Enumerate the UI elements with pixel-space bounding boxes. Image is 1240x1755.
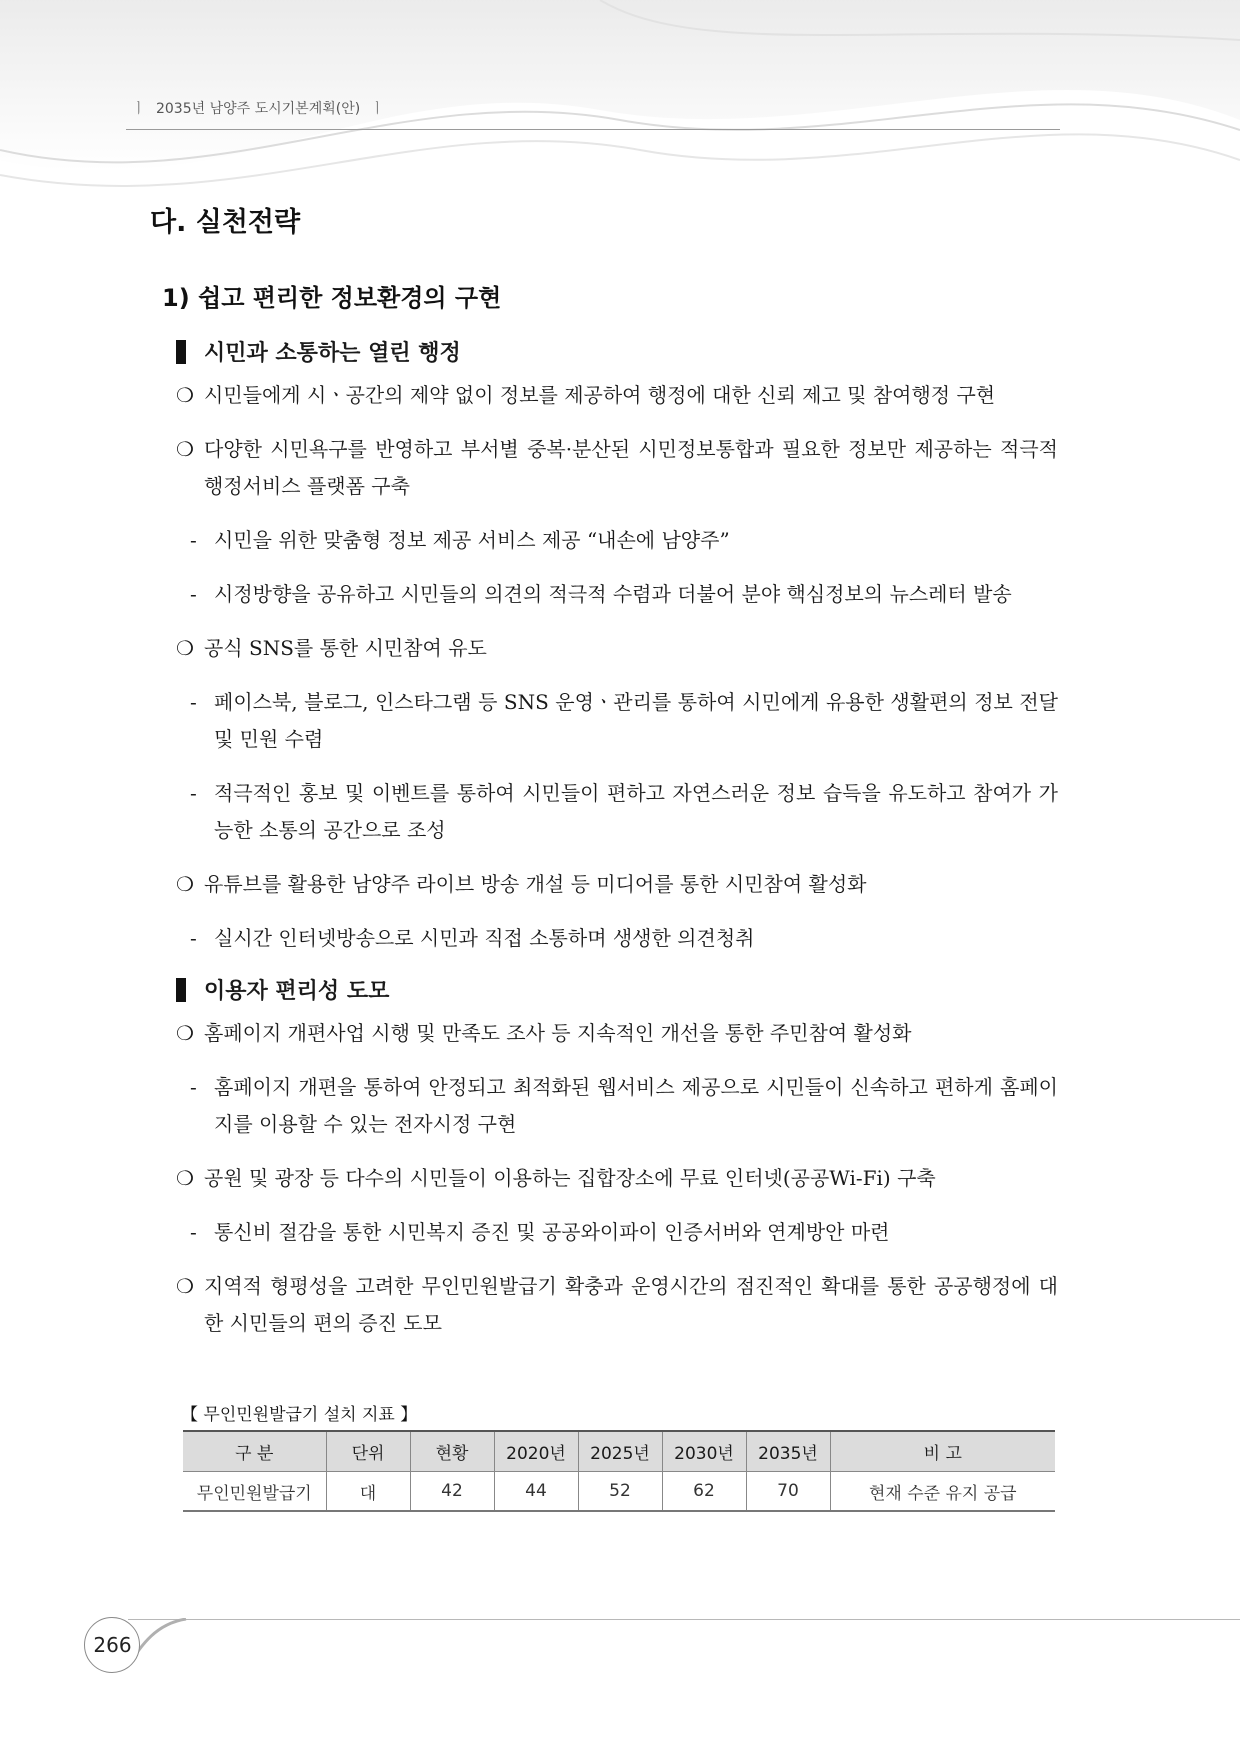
paragraph-text: 공원 및 광장 등 다수의 시민들이 이용하는 집합장소에 무료 인터넷(공공Wi-Fi) 구축 [204, 1166, 936, 1190]
table-caption: 【 무인민원발급기 설치 지표 】 [181, 1405, 418, 1425]
dash-bullet: - [190, 690, 197, 714]
sub-list-item [176, 522, 1058, 559]
table-cell: 대 [326, 1472, 410, 1512]
list-item [176, 630, 1058, 667]
table-row [183, 1472, 1055, 1512]
table-header-cell: 현황 [410, 1431, 494, 1472]
table-cell: 44 [494, 1472, 578, 1512]
dash-bullet: - [190, 582, 197, 606]
paragraph-text: 통신비 절감을 통한 시민복지 증진 및 공공와이파이 인증서버와 연계방안 마련 [214, 1220, 890, 1244]
circle-bullet-icon: ❍ [176, 1166, 194, 1190]
sub-title: 1) 쉽고 편리한 정보환경의 구현 [162, 284, 502, 312]
table-cell: 42 [410, 1472, 494, 1512]
paragraph-text: 홈페이지 개편사업 시행 및 만족도 조사 등 지속적인 개선을 통한 주민참여 활성화 [204, 1021, 912, 1045]
list-item [176, 377, 1058, 414]
paragraph-text: 다양한 시민욕구를 반영하고 부서별 중복·분산된 시민정보통합과 필요한 정보만 제공하는 적극적 행정서비스 플랫폼 구축 [204, 437, 1058, 498]
circle-bullet-icon: ❍ [176, 437, 194, 461]
circle-bullet-icon: ❍ [176, 872, 194, 896]
dash-bullet: - [190, 1075, 197, 1099]
dash-bullet: - [190, 926, 197, 950]
kiosk-installation-table [183, 1430, 1055, 1512]
header-divider [126, 129, 1060, 130]
table-header-cell: 구 분 [183, 1431, 326, 1472]
footer-divider [128, 1619, 1240, 1620]
section-title: 다. 실천전략 [150, 207, 301, 238]
paragraph-text: 페이스북, 블로그, 인스타그램 등 SNS 운영ㆍ관리를 통하여 시민에게 유용한 생활편의 정보 전달 및 민원 수렴 [214, 690, 1058, 751]
table-header-cell: 단위 [326, 1431, 410, 1472]
table-header-cell: 2020년 [494, 1431, 578, 1472]
circle-bullet-icon: ❍ [176, 1274, 194, 1298]
paragraph-text: 홈페이지 개편을 통하여 안정되고 최적화된 웹서비스 제공으로 시민들이 신속하고 편하게 홈페이지를 이용할 수 있는 전자시정 구현 [214, 1075, 1058, 1136]
table-cell: 현재 수준 유지 공급 [830, 1472, 1055, 1512]
paragraph-text: 시민을 위한 맞춤형 정보 제공 서비스 제공 “내손에 남양주” [214, 528, 730, 552]
sub-list-item [176, 576, 1058, 613]
sub-list-item [176, 775, 1058, 849]
list-item [176, 1268, 1058, 1342]
table-header-cell: 2030년 [662, 1431, 746, 1472]
list-item [176, 1015, 1058, 1052]
paragraph-text: 시민들에게 시ㆍ공간의 제약 없이 정보를 제공하여 행정에 대한 신뢰 제고 및 참여행정 구현 [204, 383, 996, 407]
heading-text: 이용자 편리성 도모 [204, 979, 390, 1004]
dash-bullet: - [190, 781, 197, 805]
table-header-row [183, 1431, 1055, 1472]
page-number: 266 [93, 1633, 132, 1657]
table-cell: 무인민원발급기 [183, 1472, 326, 1512]
table-cell: 52 [578, 1472, 662, 1512]
paragraph-text: 공식 SNS를 통한 시민참여 유도 [204, 636, 487, 660]
sub-list-item [176, 920, 1058, 957]
header-bar-left: ㅣ [132, 101, 146, 117]
dash-bullet: - [190, 1220, 197, 1244]
sub-list-item [176, 1069, 1058, 1143]
heading-user-convenience [176, 974, 1058, 1005]
table-header-cell: 비 고 [830, 1431, 1055, 1472]
list-item [176, 1160, 1058, 1197]
paragraph-text: 시정방향을 공유하고 시민들의 의견의 적극적 수렴과 더불어 분야 핵심정보의 뉴스레터 발송 [214, 582, 1012, 606]
heading-text: 시민과 소통하는 열린 행정 [204, 341, 461, 366]
paragraph-text: 지역적 형평성을 고려한 무인민원발급기 확충과 운영시간의 점진적인 확대를 통한 공공행정에 대한 시민들의 편의 증진 도모 [204, 1274, 1058, 1335]
circle-bullet-icon: ❍ [176, 636, 194, 660]
paragraph-text: 적극적인 홍보 및 이벤트를 통하여 시민들이 편하고 자연스러운 정보 습득을 유도하고 참여가 가능한 소통의 공간으로 조성 [214, 781, 1058, 842]
table-cell: 62 [662, 1472, 746, 1512]
circle-bullet-icon: ❍ [176, 1021, 194, 1045]
circle-bullet-icon: ❍ [176, 383, 194, 407]
running-header [126, 98, 1060, 128]
header-title: 2035년 남양주 도시기본계획(안) [155, 101, 361, 117]
body-content [176, 334, 1058, 1359]
table-header-cell: 2035년 [746, 1431, 830, 1472]
sub-list-item [176, 1214, 1058, 1251]
list-item [176, 866, 1058, 903]
table-header-cell: 2025년 [578, 1431, 662, 1472]
paragraph-text: 유튜브를 활용한 남양주 라이브 방송 개설 등 미디어를 통한 시민참여 활성화 [204, 872, 867, 896]
sub-list-item [176, 684, 1058, 758]
heading-block-marker [176, 978, 186, 1002]
list-item [176, 431, 1058, 505]
heading-block-marker [176, 340, 186, 364]
heading-open-administration [176, 336, 1058, 367]
header-bar-right: ㅣ [370, 101, 385, 117]
table-cell: 70 [746, 1472, 830, 1512]
dash-bullet: - [190, 528, 197, 552]
paragraph-text: 실시간 인터넷방송으로 시민과 직접 소통하며 생생한 의견청취 [214, 926, 755, 950]
